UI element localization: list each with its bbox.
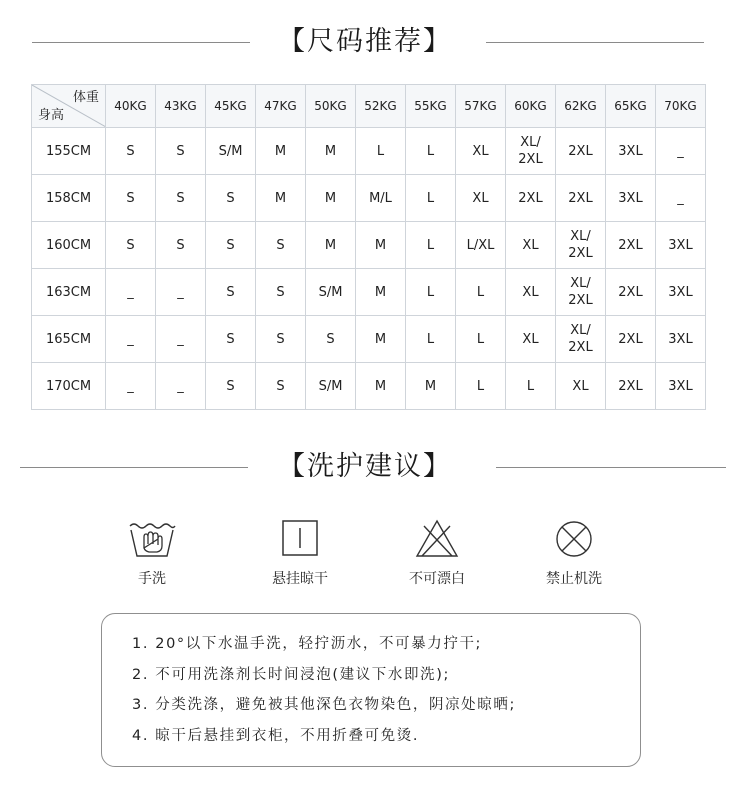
- table-row: [32, 363, 706, 410]
- size-cell: 2XL: [556, 175, 606, 222]
- size-cell: _: [106, 316, 156, 363]
- size-cell: L: [406, 269, 456, 316]
- size-cell: _: [156, 269, 206, 316]
- size-cell: XL: [556, 363, 606, 410]
- table-row: [32, 222, 706, 269]
- care-notes-box: [101, 613, 641, 767]
- size-cell: _: [656, 175, 706, 222]
- no-bleach-icon: [412, 518, 462, 560]
- size-cell: S: [206, 363, 256, 410]
- weight-header: 47KG: [256, 85, 306, 128]
- size-cell: S: [256, 269, 306, 316]
- size-cell: 3XL: [606, 128, 656, 175]
- size-cell: 3XL: [656, 269, 706, 316]
- size-cell: 3XL: [606, 175, 656, 222]
- size-cell: M: [356, 269, 406, 316]
- size-cell: _: [106, 269, 156, 316]
- height-header: 165CM: [32, 316, 106, 363]
- height-header: 163CM: [32, 269, 106, 316]
- size-cell: 2XL: [556, 128, 606, 175]
- size-cell: S: [106, 128, 156, 175]
- weight-header: 45KG: [206, 85, 256, 128]
- size-cell: S: [256, 316, 306, 363]
- size-cell: XL: [456, 175, 506, 222]
- size-table-header-row: [32, 85, 706, 128]
- size-cell: XL: [506, 316, 556, 363]
- weight-header: 43KG: [156, 85, 206, 128]
- size-cell: 2XL: [506, 175, 556, 222]
- size-section-title: 【尺码推荐】: [278, 26, 452, 57]
- size-cell: L: [456, 363, 506, 410]
- weight-header: 52KG: [356, 85, 406, 128]
- care-label-hand-wash: 手洗: [138, 571, 166, 587]
- size-cell: S: [156, 222, 206, 269]
- size-cell: M: [256, 175, 306, 222]
- care-item-hand-wash: [92, 518, 212, 588]
- care-note: 3. 分类洗涤，避免被其他深色衣物染色，阴凉处晾晒;: [132, 697, 516, 713]
- size-cell: S/M: [206, 128, 256, 175]
- size-cell: S/M: [306, 363, 356, 410]
- size-cell: L: [506, 363, 556, 410]
- size-cell: M: [256, 128, 306, 175]
- size-cell: L: [456, 316, 506, 363]
- size-cell: 2XL: [606, 269, 656, 316]
- care-label-hang-dry: 悬挂晾干: [272, 571, 328, 587]
- size-cell: 3XL: [656, 316, 706, 363]
- size-cell: 3XL: [656, 363, 706, 410]
- care-item-hang-dry: [240, 518, 360, 588]
- care-item-no-bleach: [377, 518, 497, 588]
- care-note: 2. 不可用洗涤剂长时间浸泡(建议下水即洗);: [132, 666, 450, 683]
- weight-header: 50KG: [306, 85, 356, 128]
- size-cell: XL: [506, 269, 556, 316]
- size-table: [31, 84, 706, 410]
- weight-header: 55KG: [406, 85, 456, 128]
- weight-header: 57KG: [456, 85, 506, 128]
- weight-header: 40KG: [106, 85, 156, 128]
- hand-wash-icon: [127, 518, 177, 560]
- height-header: 160CM: [32, 222, 106, 269]
- size-table-corner: [32, 85, 106, 128]
- size-cell: XL: [456, 128, 506, 175]
- size-cell: S: [256, 363, 306, 410]
- size-cell: M/L: [356, 175, 406, 222]
- weight-header: 65KG: [606, 85, 656, 128]
- size-cell: L: [456, 269, 506, 316]
- size-cell: S/M: [306, 269, 356, 316]
- size-cell: L: [406, 175, 456, 222]
- hang-dry-icon: [275, 518, 325, 560]
- corner-weight-label: 体重: [72, 90, 99, 105]
- size-cell: M: [356, 316, 406, 363]
- height-header: 155CM: [32, 128, 106, 175]
- size-cell: S: [106, 222, 156, 269]
- size-cell: S: [206, 316, 256, 363]
- size-cell: S: [156, 128, 206, 175]
- size-cell: M: [306, 175, 356, 222]
- height-header: 158CM: [32, 175, 106, 222]
- care-note: 4. 晾干后悬挂到衣柜，不用折叠可免烫.: [132, 727, 420, 744]
- size-cell: S: [156, 175, 206, 222]
- divider-line-right: [496, 467, 726, 468]
- table-row: [32, 175, 706, 222]
- size-cell: _: [156, 316, 206, 363]
- size-cell: 2XL: [606, 363, 656, 410]
- divider-line-right: [486, 42, 704, 43]
- care-icons-row: [0, 518, 730, 598]
- size-cell: S: [206, 222, 256, 269]
- size-cell: L: [406, 128, 456, 175]
- size-cell: L: [356, 128, 406, 175]
- size-cell: S: [306, 316, 356, 363]
- size-cell: _: [656, 128, 706, 175]
- care-note: 1. 20°以下水温手洗，轻拧沥水，不可暴力拧干;: [132, 636, 483, 652]
- size-cell: XL/ 2XL: [556, 269, 606, 316]
- size-cell: S: [206, 175, 256, 222]
- size-cell: _: [106, 363, 156, 410]
- care-section-title: 【洗护建议】: [278, 451, 452, 482]
- size-cell: L: [406, 222, 456, 269]
- size-cell: M: [406, 363, 456, 410]
- size-section-header: [0, 22, 730, 62]
- size-cell: S: [256, 222, 306, 269]
- size-cell: M: [356, 363, 406, 410]
- table-row: [32, 316, 706, 363]
- no-machine-wash-icon: [549, 518, 599, 560]
- weight-header: 60KG: [506, 85, 556, 128]
- height-header: 170CM: [32, 363, 106, 410]
- size-cell: M: [306, 128, 356, 175]
- size-cell: XL: [506, 222, 556, 269]
- size-cell: S: [106, 175, 156, 222]
- size-cell: 2XL: [606, 316, 656, 363]
- care-label-no-bleach: 不可漂白: [409, 571, 465, 587]
- table-row: [32, 269, 706, 316]
- table-row: [32, 128, 706, 175]
- care-label-no-machine-wash: 禁止机洗: [546, 571, 602, 587]
- size-cell: L: [406, 316, 456, 363]
- weight-header: 62KG: [556, 85, 606, 128]
- size-cell: M: [356, 222, 406, 269]
- weight-header: 70KG: [656, 85, 706, 128]
- care-section-header: [0, 447, 730, 487]
- size-cell: XL/ 2XL: [506, 128, 556, 175]
- size-cell: _: [156, 363, 206, 410]
- care-item-no-machine-wash: [514, 518, 634, 588]
- size-cell: S: [206, 269, 256, 316]
- size-cell: XL/ 2XL: [556, 222, 606, 269]
- size-cell: 3XL: [656, 222, 706, 269]
- size-cell: 2XL: [606, 222, 656, 269]
- size-cell: XL/ 2XL: [556, 316, 606, 363]
- size-cell: L/XL: [456, 222, 506, 269]
- corner-height-label: 身高: [38, 108, 65, 123]
- size-cell: M: [306, 222, 356, 269]
